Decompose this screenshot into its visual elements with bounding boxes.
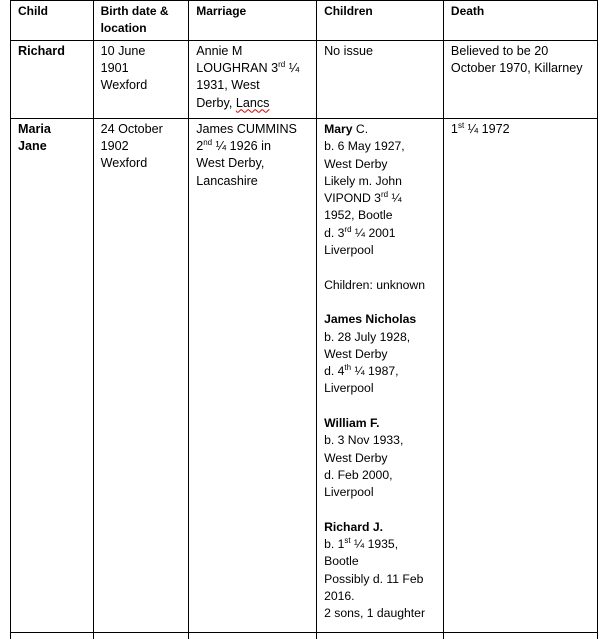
marriage-year: 1931, West: [196, 77, 309, 94]
marriage-place: West Derby,: [196, 155, 309, 172]
cell-empty: [11, 633, 94, 639]
child-entry-james: [324, 311, 436, 397]
header-children: Children: [317, 1, 444, 41]
child-entry-richard: [324, 519, 436, 623]
kid-line: [324, 536, 436, 553]
kid-line: 2016.: [324, 588, 436, 605]
child-middle-name: Jane: [18, 138, 86, 155]
cell-birth: [93, 41, 189, 119]
death-ordinal: st: [458, 121, 464, 130]
death-text: Believed to be 20 October 1970, Killarney: [451, 44, 583, 75]
death-year: ¼ 1972: [464, 122, 510, 136]
cell-children: [317, 41, 444, 119]
death-line: [451, 121, 590, 138]
header-birth: Birth date & location: [93, 1, 189, 41]
kid-initial: C.: [353, 122, 369, 136]
child-entry-mary: [324, 121, 436, 294]
marriage-place-abbrev: Lancs: [236, 96, 270, 110]
cell-child: [11, 41, 94, 119]
child-first-name: Maria: [18, 121, 86, 138]
kid-text: ¼ 1987,: [351, 364, 398, 378]
kid-line: b. 3 Nov 1933,: [324, 432, 436, 449]
marriage-spouse: Annie M: [196, 43, 309, 60]
header-marriage: Marriage: [189, 1, 317, 41]
kid-ordinal: th: [344, 363, 351, 372]
kid-ordinal: rd: [344, 225, 351, 234]
table-row: [11, 119, 598, 633]
cell-death: [443, 119, 597, 633]
kid-line: West Derby: [324, 346, 436, 363]
kid-name: Richard J.: [324, 519, 436, 536]
kid-children-note: Children: unknown: [324, 277, 436, 294]
table-row: [11, 41, 598, 119]
kid-line: Liverpool: [324, 242, 436, 259]
kid-line: [324, 225, 436, 242]
marriage-place: Derby,: [196, 96, 236, 110]
kid-name: James Nicholas: [324, 311, 436, 328]
kid-line: 1952, Bootle: [324, 207, 436, 224]
marriage-ordinal: nd: [203, 138, 212, 147]
kid-line: d. Feb 2000,: [324, 467, 436, 484]
marriage-date-line: [196, 138, 309, 155]
cell-death: [443, 41, 597, 119]
kid-line: [324, 190, 436, 207]
cell-empty: [443, 633, 597, 639]
header-row: [11, 1, 598, 41]
marriage-ordinal: rd: [278, 60, 285, 69]
kid-name: Mary: [324, 122, 352, 136]
death-quarter-num: 1: [451, 122, 458, 136]
kid-text: ¼: [388, 191, 402, 205]
kid-name-line: [324, 121, 436, 138]
kid-line: b. 28 July 1928,: [324, 329, 436, 346]
birth-place: Wexford: [101, 155, 182, 172]
kid-text: ¼ 1935,: [351, 537, 398, 551]
child-entry-william: [324, 415, 436, 501]
header-child: Child: [11, 1, 94, 41]
kid-line: b. 6 May 1927,: [324, 138, 436, 155]
family-table: [10, 0, 598, 639]
kid-line: [324, 363, 436, 380]
birth-date-line: 24 October: [101, 121, 182, 138]
kid-ordinal: st: [344, 536, 350, 545]
cell-child: [11, 119, 94, 633]
marriage-county: Lancashire: [196, 173, 309, 190]
children-text: No issue: [324, 44, 373, 58]
kid-text: b. 1: [324, 537, 344, 551]
marriage-surname-line: [196, 60, 309, 77]
marriage-quarter: ¼: [285, 61, 299, 75]
kid-text: VIPOND 3: [324, 191, 381, 205]
kid-name: William F.: [324, 415, 436, 432]
spacer: [324, 259, 436, 276]
header-death: Death: [443, 1, 597, 41]
kid-line: West Derby: [324, 450, 436, 467]
kid-line: 2 sons, 1 daughter: [324, 605, 436, 622]
kid-line: Likely m. John: [324, 173, 436, 190]
child-name: Richard: [18, 44, 65, 58]
kid-line: Possibly d. 11 Feb: [324, 571, 436, 588]
marriage-spouse: James CUMMINS: [196, 121, 309, 138]
cell-birth: [93, 119, 189, 633]
marriage-place-line: [196, 95, 309, 112]
cell-marriage: [189, 41, 317, 119]
marriage-quarter-num: 2: [196, 139, 203, 153]
kid-line: West Derby: [324, 156, 436, 173]
birth-year-line: 1902: [101, 138, 182, 155]
table-row-cutoff: [11, 633, 598, 639]
kid-text: d. 4: [324, 364, 344, 378]
birth-date-line: 10 June: [101, 43, 182, 60]
kid-text: ¼ 2001: [352, 226, 396, 240]
cell-empty: [189, 633, 317, 639]
kid-line: Liverpool: [324, 380, 436, 397]
kid-text: d. 3: [324, 226, 344, 240]
birth-place: Wexford: [101, 77, 182, 94]
birth-year-line: 1901: [101, 60, 182, 77]
cell-empty: [317, 633, 444, 639]
marriage-surname: LOUGHRAN 3: [196, 61, 278, 75]
kid-line: Liverpool: [324, 484, 436, 501]
kid-ordinal: rd: [381, 190, 388, 199]
cell-children: [317, 119, 444, 633]
marriage-date-rest: ¼ 1926 in: [212, 139, 271, 153]
cell-marriage: [189, 119, 317, 633]
cell-empty: [93, 633, 189, 639]
kid-line: Bootle: [324, 553, 436, 570]
